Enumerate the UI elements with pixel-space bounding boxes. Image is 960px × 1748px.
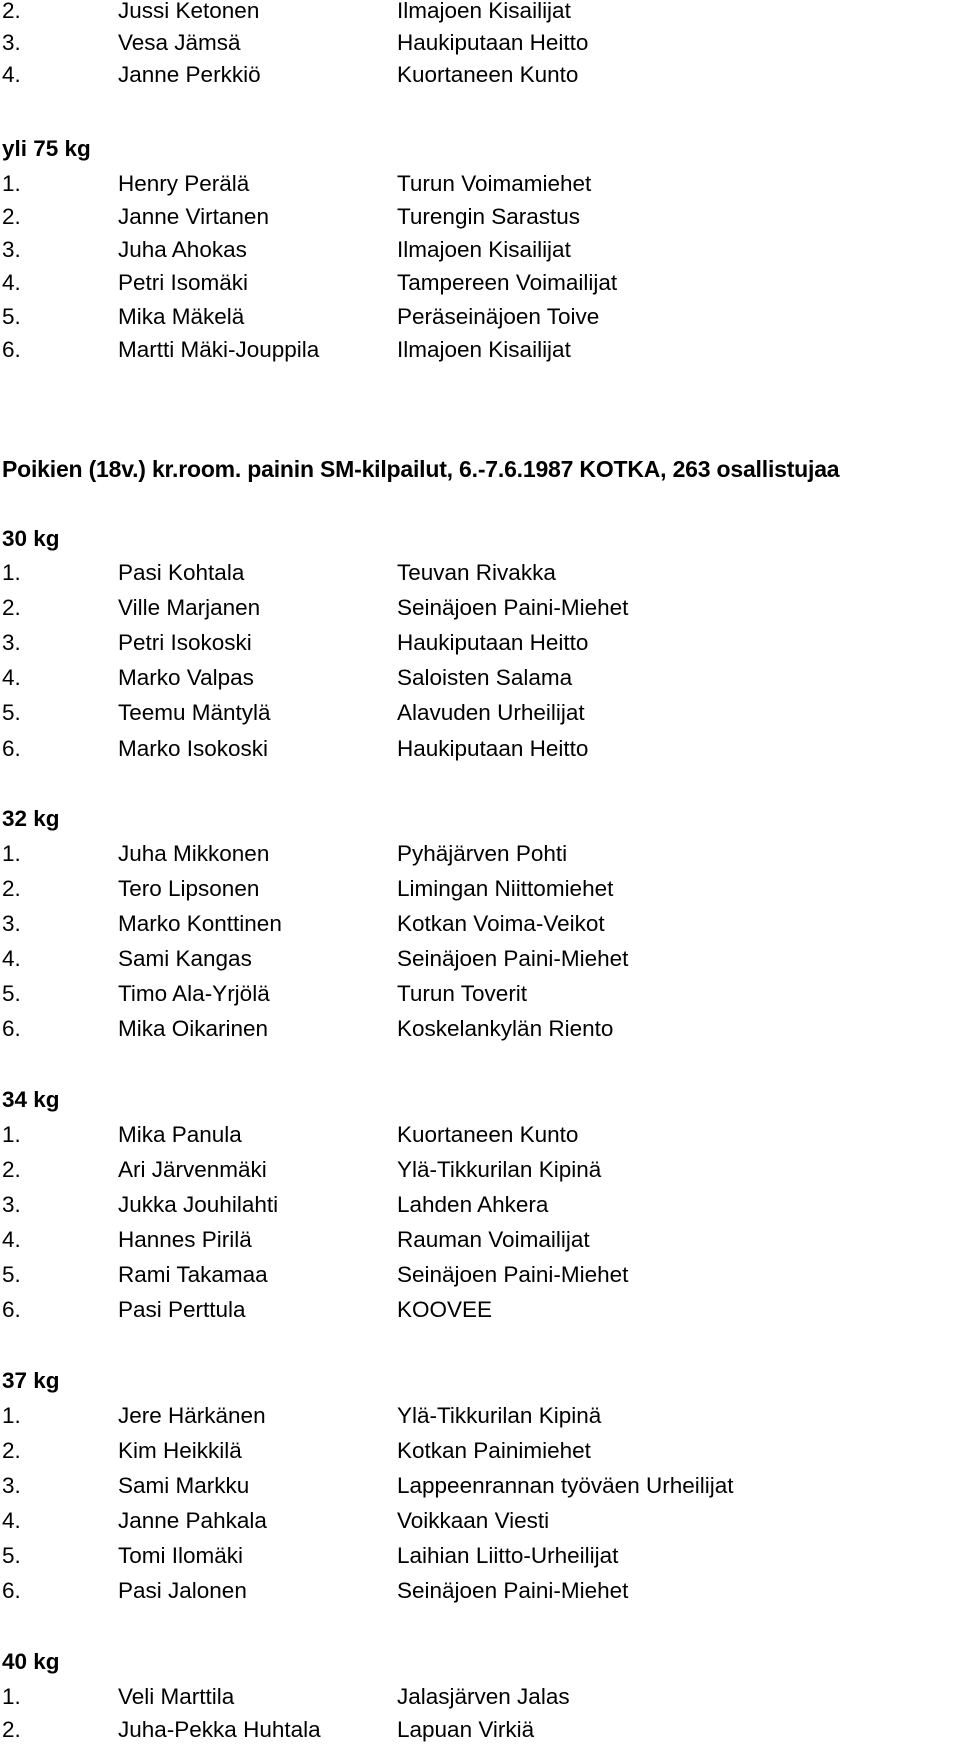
wrestler-name: Jukka Jouhilahti — [118, 1192, 279, 1217]
rank: 3. — [2, 630, 21, 655]
rank: 6. — [2, 1297, 21, 1322]
club-name: Alavuden Urheilijat — [397, 700, 585, 725]
club-name: Turengin Sarastus — [397, 204, 581, 229]
rank: 2. — [2, 1438, 21, 1463]
club-name: Teuvan Rivakka — [397, 560, 556, 585]
club-name: Ilmajoen Kisailijat — [397, 0, 571, 23]
wrestler-name: Sami Markku — [118, 1473, 250, 1498]
club-name: Tampereen Voimailijat — [397, 270, 618, 295]
wrestler-name: Juha-Pekka Huhtala — [118, 1717, 321, 1742]
rank: 6. — [2, 1578, 21, 1603]
rank: 5. — [2, 1543, 21, 1568]
wrestler-name: Pasi Jalonen — [118, 1578, 247, 1603]
club-name: Haukiputaan Heitto — [397, 630, 589, 655]
club-name: Limingan Niittomiehet — [397, 876, 614, 901]
rank: 1. — [2, 171, 21, 196]
rank: 4. — [2, 1508, 21, 1533]
club-name: Haukiputaan Heitto — [397, 736, 589, 761]
rank: 6. — [2, 1016, 21, 1041]
club-name: Kuortaneen Kunto — [397, 62, 579, 87]
club-name: Lappeenrannan työväen Urheilijat — [397, 1473, 734, 1498]
rank: 2. — [2, 595, 21, 620]
wrestler-name: Mika Mäkelä — [118, 304, 245, 329]
wrestler-name: Pasi Kohtala — [118, 560, 245, 585]
club-name: Pyhäjärven Pohti — [397, 841, 568, 866]
club-name: Peräseinäjoen Toive — [397, 304, 600, 329]
rank: 5. — [2, 304, 21, 329]
rank: 3. — [2, 1473, 21, 1498]
weight-class-header: 40 kg — [2, 1649, 60, 1674]
club-name: Seinäjoen Paini-Miehet — [397, 1578, 629, 1603]
weight-class-header: 32 kg — [2, 806, 60, 831]
wrestler-name: Juha Mikkonen — [118, 841, 270, 866]
rank: 4. — [2, 946, 21, 971]
wrestler-name: Marko Konttinen — [118, 911, 282, 936]
wrestler-name: Ville Marjanen — [118, 595, 261, 620]
club-name: Ylä-Tikkurilan Kipinä — [397, 1403, 602, 1428]
wrestler-name: Vesa Jämsä — [118, 30, 241, 55]
rank: 3. — [2, 30, 21, 55]
rank: 1. — [2, 560, 21, 585]
club-name: Laihian Liitto-Urheilijat — [397, 1543, 619, 1568]
wrestler-name: Pasi Perttula — [118, 1297, 246, 1322]
wrestler-name: Veli Marttila — [118, 1684, 235, 1709]
rank: 4. — [2, 270, 21, 295]
wrestler-name: Martti Mäki-Jouppila — [118, 337, 320, 362]
weight-class-header: 30 kg — [2, 526, 60, 551]
club-name: Haukiputaan Heitto — [397, 30, 589, 55]
rank: 4. — [2, 1227, 21, 1252]
club-name: Seinäjoen Paini-Miehet — [397, 595, 629, 620]
wrestler-name: Tomi Ilomäki — [118, 1543, 244, 1568]
competition-title: Poikien (18v.) kr.room. painin SM-kilpailut, 6.-7.6.1987 KOTKA, 263 osallistujaa — [2, 456, 840, 482]
club-name: Kotkan Painimiehet — [397, 1438, 591, 1463]
rank: 1. — [2, 1122, 21, 1147]
club-name: Turun Voimamiehet — [397, 171, 592, 196]
wrestler-name: Mika Oikarinen — [118, 1016, 269, 1041]
rank: 6. — [2, 736, 21, 761]
weight-class-header: yli 75 kg — [2, 136, 91, 161]
wrestler-name: Ari Järvenmäki — [118, 1157, 267, 1182]
wrestler-name: Janne Pahkala — [118, 1508, 267, 1533]
wrestler-name: Timo Ala-Yrjölä — [118, 981, 270, 1006]
rank: 3. — [2, 1192, 21, 1217]
club-name: Ilmajoen Kisailijat — [397, 337, 571, 362]
wrestler-name: Jere Härkänen — [118, 1403, 266, 1428]
club-name: KOOVEE — [397, 1297, 493, 1322]
rank: 3. — [2, 911, 21, 936]
club-name: Kotkan Voima-Veikot — [397, 911, 605, 936]
wrestler-name: Sami Kangas — [118, 946, 252, 971]
club-name: Koskelankylän Riento — [397, 1016, 614, 1041]
club-name: Lapuan Virkiä — [397, 1717, 535, 1742]
wrestler-name: Petri Isokoski — [118, 630, 252, 655]
rank: 1. — [2, 841, 21, 866]
club-name: Rauman Voimailijat — [397, 1227, 590, 1252]
club-name: Voikkaan Viesti — [397, 1508, 550, 1533]
rank: 5. — [2, 700, 21, 725]
club-name: Ilmajoen Kisailijat — [397, 237, 571, 262]
rank: 4. — [2, 62, 21, 87]
club-name: Turun Toverit — [397, 981, 528, 1006]
wrestler-name: Teemu Mäntylä — [118, 700, 271, 725]
rank: 2. — [2, 204, 21, 229]
wrestler-name: Petri Isomäki — [118, 270, 249, 295]
club-name: Lahden Ahkera — [397, 1192, 549, 1217]
club-name: Seinäjoen Paini-Miehet — [397, 946, 629, 971]
wrestler-name: Marko Valpas — [118, 665, 254, 690]
wrestler-name: Juha Ahokas — [118, 237, 247, 262]
wrestler-name: Hannes Pirilä — [118, 1227, 252, 1252]
club-name: Seinäjoen Paini-Miehet — [397, 1262, 629, 1287]
wrestler-name: Jussi Ketonen — [118, 0, 260, 23]
rank: 1. — [2, 1403, 21, 1428]
wrestler-name: Tero Lipsonen — [118, 876, 260, 901]
wrestler-name: Marko Isokoski — [118, 736, 269, 761]
wrestler-name: Janne Virtanen — [118, 204, 269, 229]
weight-class-header: 34 kg — [2, 1087, 60, 1112]
rank: 5. — [2, 981, 21, 1006]
wrestler-name: Kim Heikkilä — [118, 1438, 242, 1463]
weight-class-header: 37 kg — [2, 1368, 60, 1393]
rank: 4. — [2, 665, 21, 690]
rank: 5. — [2, 1262, 21, 1287]
wrestler-name: Rami Takamaa — [118, 1262, 268, 1287]
rank: 2. — [2, 876, 21, 901]
rank: 2. — [2, 0, 21, 23]
rank: 6. — [2, 337, 21, 362]
club-name: Saloisten Salama — [397, 665, 573, 690]
rank: 1. — [2, 1684, 21, 1709]
wrestler-name: Henry Perälä — [118, 171, 250, 196]
club-name: Ylä-Tikkurilan Kipinä — [397, 1157, 602, 1182]
wrestler-name: Mika Panula — [118, 1122, 242, 1147]
rank: 2. — [2, 1157, 21, 1182]
club-name: Kuortaneen Kunto — [397, 1122, 579, 1147]
club-name: Jalasjärven Jalas — [397, 1684, 570, 1709]
rank: 3. — [2, 237, 21, 262]
wrestler-name: Janne Perkkiö — [118, 62, 261, 87]
rank: 2. — [2, 1717, 21, 1742]
